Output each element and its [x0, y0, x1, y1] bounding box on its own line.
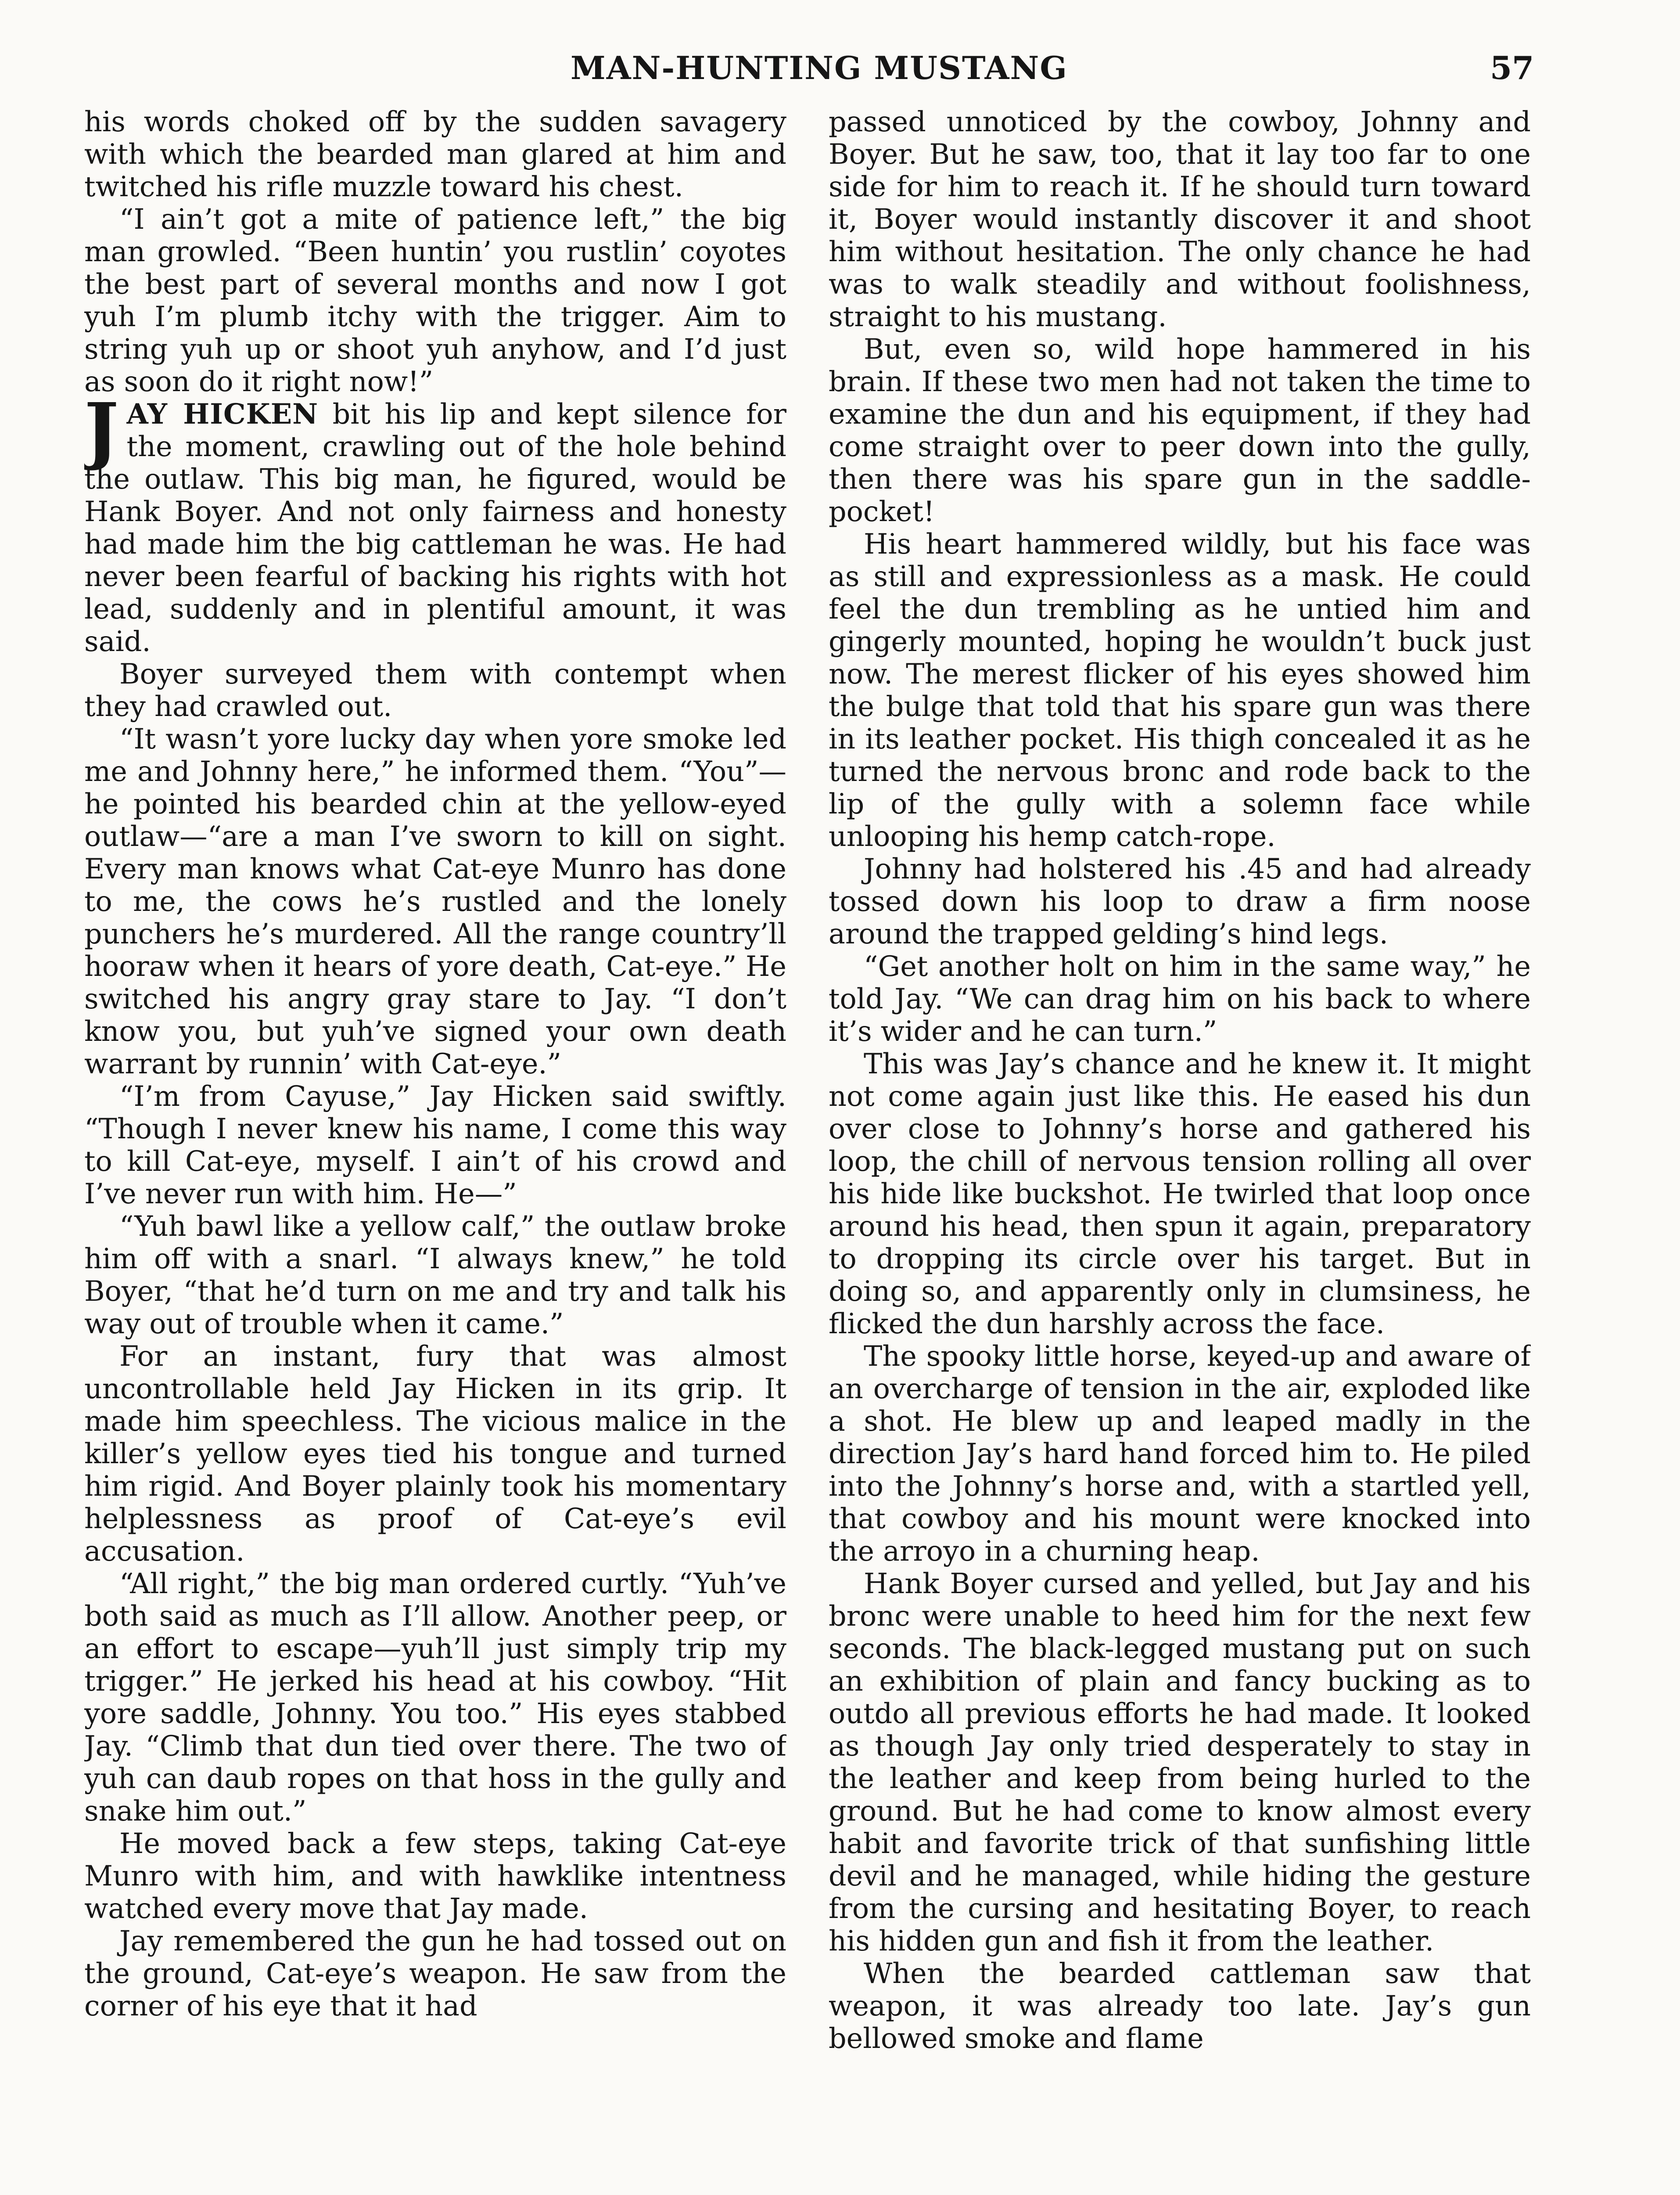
paragraph: “Get another holt on him in the same way,” he told Jay. “We can drag him on his back to where it’s wider and he can turn.”: [829, 950, 1531, 1047]
right-column: [829, 105, 1531, 2195]
paragraph: The spooky little horse, keyed-up and aware of an overcharge of tension in the air, exploded like a shot. He blew up and leaped madly in the direction Jay’s hard hand forced him to. He piled into the Johnny’s horse and, with a startled yell, that cowboy and his mount were knocked into the arroyo in a churning heap.: [829, 1340, 1531, 1567]
paragraph-text: bit his lip and kept silence for the moment, crawling out of the hole behind the outlaw. This big man, he figured, would be Hank Boyer. And not only fairness and honesty had made him the big cattleman he was. He had never been fearful of backing his rights with hot lead, suddenly and in plentiful amount, it was said.: [84, 398, 786, 658]
paragraph: “All right,” the big man ordered curtly. “Yuh’ve both said as much as I’ll allow. Another peep, or an effort to escape—yuh’ll just simply trip my trigger.” He jerked his head at his cowboy. “Hit yore saddle, Johnny. You too.” His eyes stabbed Jay. “Climb that dun tied over there. The two of yuh can daub ropes on that hoss in the gully and snake him out.”: [84, 1567, 786, 1827]
left-column: [84, 105, 786, 2195]
paragraph: This was Jay’s chance and he knew it. It might not come again just like this. He eased his dun over close to Johnny’s horse and gathered his loop, the chill of nervous tension rolling all over his hide like buckshot. He twirled that loop once around his head, then spun it again, preparatory to dropping its circle over his target. But in doing so, and apparently only in clumsiness, he flicked the dun harshly across the face.: [829, 1047, 1531, 1340]
paragraph: his words choked off by the sudden savagery with which the bearded man glared at him and twitched his rifle muzzle toward his chest.: [84, 105, 786, 203]
paragraph: passed unnoticed by the cowboy, Johnny and Boyer. But he saw, too, that it lay too far to one side for him to reach it. If he should turn toward it, Boyer would instantly discover it and shoot him without hesitation. The only chance he had was to walk steadily and without foolishness, straight to his mustang.: [829, 105, 1531, 333]
paragraph: Hank Boyer cursed and yelled, but Jay and his bronc were unable to heed him for the next few seconds. The black-legged mustang put on such an exhibition of plain and fancy bucking as to outdo all previous efforts he had made. It looked as though Jay only tried desperately to stay in the leather and keep from being hurled to the ground. But he had come to know almost every habit and favorite trick of that sunfishing little devil and he managed, while hiding the gesture from the cursing and hesitating Boyer, to reach his hidden gun and fish it from the leather.: [829, 1567, 1531, 1957]
section-opening-paragraph: [84, 387, 786, 658]
paragraph: Boyer surveyed them with contempt when they had crawled out.: [84, 658, 786, 723]
paragraph: “I ain’t got a mite of patience left,” the big man growled. “Been huntin’ you rustlin’ coyotes the best part of several months and now I got yuh I’m plumb itchy with the trigger. Aim to string yuh up or shoot yuh anyhow, and I’d just as soon do it right now!”: [84, 203, 786, 398]
paragraph: He moved back a few steps, taking Cat-eye Munro with him, and with hawklike intentness watched every move that Jay made.: [84, 1827, 786, 1925]
paragraph: “It wasn’t yore lucky day when yore smoke led me and Johnny here,” he informed them. “You”—he pointed his bearded chin at the yellow-eyed outlaw—“are a man I’ve sworn to kill on sight. Every man knows what Cat-eye Munro has done to me, the cows he’s rustled and the lonely punchers he’s murdered. All the range country’ll hooraw when it hears of yore death, Cat-eye.” He switched his angry gray stare to Jay. “I don’t know you, but yuh’ve signed your own death warrant by runnin’ with Cat-eye.”: [84, 723, 786, 1080]
paragraph: When the bearded cattleman saw that weapon, it was already too late. Jay’s gun bellowed smoke and flame: [829, 1957, 1531, 2055]
paragraph: Jay remembered the gun he had tossed out on the ground, Cat-eye’s weapon. He saw from the corner of his eye that it had: [84, 1925, 786, 2022]
drop-cap-lead-text: AY HICKEN: [126, 397, 319, 430]
drop-cap: J: [84, 387, 119, 473]
page-number: 57: [1490, 49, 1534, 86]
paragraph: But, even so, wild hope hammered in his brain. If these two men had not taken the time to examine the dun and his equipment, if they had come straight over to peer down into the gully, then there was his spare gun in the saddle-pocket!: [829, 333, 1531, 528]
paragraph: “Yuh bawl like a yellow calf,” the outlaw broke him off with a snarl. “I always knew,” he told Boyer, “that he’d turn on me and try and talk his way out of trouble when it came.”: [84, 1210, 786, 1340]
paragraph: For an instant, fury that was almost uncontrollable held Jay Hicken in its grip. It made him speechless. The vicious malice in the killer’s yellow eyes tied his tongue and turned him rigid. And Boyer plainly took his momentary helplessness as proof of Cat-eye’s evil accusation.: [84, 1340, 786, 1567]
paragraph: “I’m from Cayuse,” Jay Hicken said swiftly. “Though I never knew his name, I come this way to kill Cat-eye, myself. I ain’t of his crowd and I’ve never run with him. He—”: [84, 1080, 786, 1210]
paragraph: His heart hammered wildly, but his face was as still and expressionless as a mask. He could feel the dun trembling as he untied him and gingerly mounted, hoping he wouldn’t buck just now. The merest flicker of his eyes showed him the bulge that told that his spare gun was there in its leather pocket. His thigh concealed it as he turned the nervous bronc and rode back to the lip of the gully with a solemn face while unlooping his hemp catch-rope.: [829, 528, 1531, 853]
paragraph: Johnny had holstered his .45 and had already tossed down his loop to draw a firm noose around the trapped gelding’s hind legs.: [829, 853, 1531, 950]
running-title: MAN-HUNTING MUSTANG: [571, 49, 1068, 86]
